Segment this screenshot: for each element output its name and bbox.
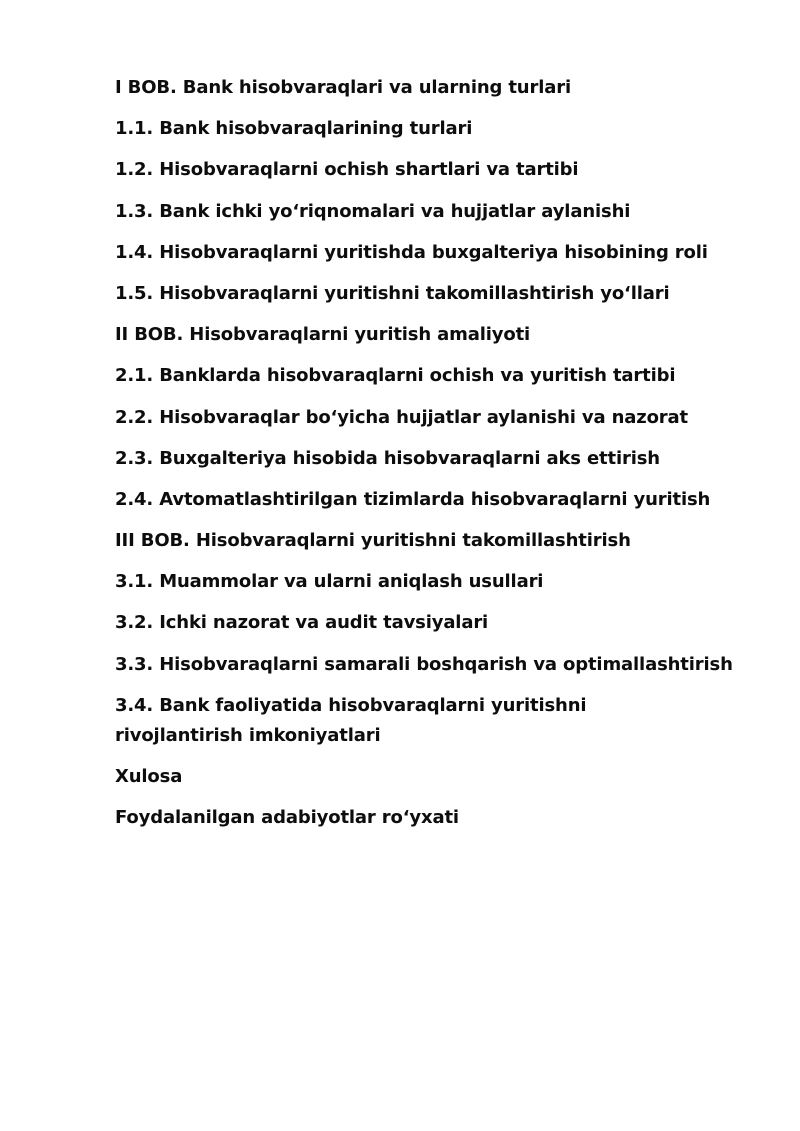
toc-item-3-3: 3.3. Hisobvaraqlarni samarali boshqarish va optimallashtirish: [115, 653, 733, 675]
toc-item-2-3: 2.3. Buxgalteriya hisobida hisobvaraqlarni aks ettirish: [115, 447, 660, 469]
toc-item-references: Foydalanilgan adabiyotlar ro‘yxati: [115, 807, 459, 829]
toc-item-1-5: 1.5. Hisobvaraqlarni yuritishni takomillashtirish yo‘llari: [115, 282, 670, 304]
toc-item-1-4: 1.4. Hisobvaraqlarni yuritishda buxgalteriya hisobining roli: [115, 241, 708, 263]
toc-item-1-2: 1.2. Hisobvaraqlarni ochish shartlari va tartibi: [115, 159, 579, 181]
chapter-heading-1: I BOB. Bank hisobvaraqlari va ularning turlari: [115, 77, 571, 98]
toc-item-1-3: 1.3. Bank ichki yo‘riqnomalari va hujjatlar aylanishi: [115, 200, 631, 222]
toc-item-3-1: 3.1. Muammolar va ularni aniqlash usullari: [115, 571, 544, 593]
toc-item-2-2: 2.2. Hisobvaraqlar bo‘yicha hujjatlar aylanishi va nazorat: [115, 406, 688, 428]
toc-item-conclusion: Xulosa: [115, 766, 183, 787]
toc-item-2-1: 2.1. Banklarda hisobvaraqlarni ochish va yuritish tartibi: [115, 365, 676, 387]
toc-item-1-1: 1.1. Bank hisobvaraqlarining turlari: [115, 118, 473, 140]
toc-item-3-2: 3.2. Ichki nazorat va audit tavsiyalari: [115, 612, 489, 634]
chapter-heading-3: III BOB. Hisobvaraqlarni yuritishni takomillashtirish: [115, 530, 631, 552]
toc-item-2-4: 2.4. Avtomatlashtirilgan tizimlarda hisobvaraqlarni yuritish: [115, 488, 711, 510]
toc-item-3-4: 3.4. Bank faoliyatida hisobvaraqlarni yuritishni rivojlantirish imkoniyatlari: [115, 694, 587, 746]
table-of-contents: [115, 73, 733, 844]
chapter-heading-2: II BOB. Hisobvaraqlarni yuritish amaliyoti: [115, 324, 531, 346]
